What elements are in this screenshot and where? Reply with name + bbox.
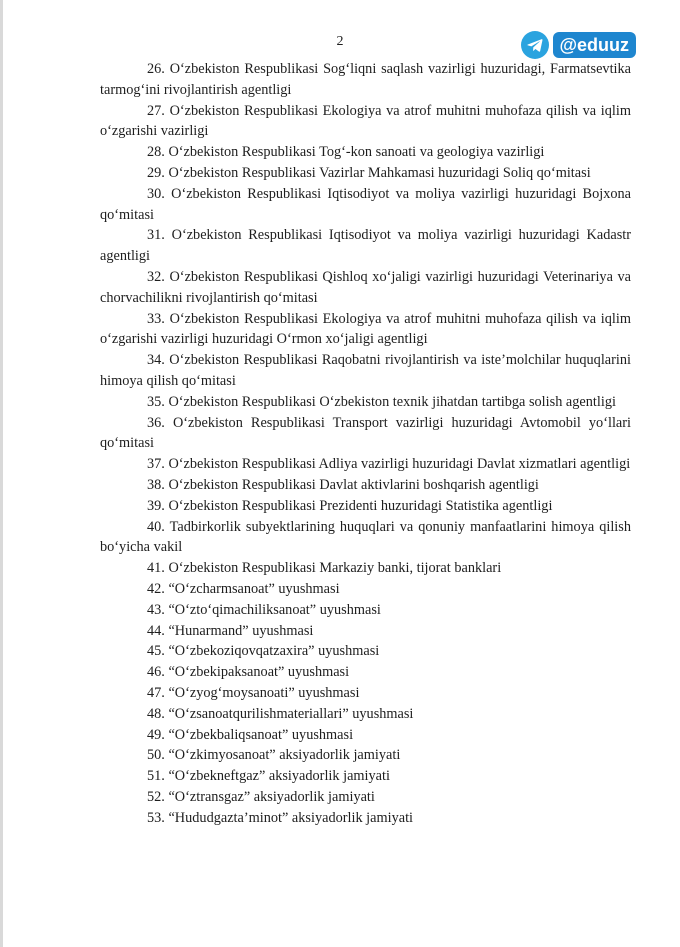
watermark-handle: @eduuz [553,32,636,58]
item-number: 26. [147,61,165,77]
list-item [100,142,631,163]
page-number: 2 [336,34,344,49]
list-item [100,496,631,517]
list-item [100,558,631,579]
item-text: Tadbirkorlik subyektlarining huquqlari va qonuniy manfaatlarini himoya qilish bo‘yicha vakil [100,518,631,556]
item-text: O‘zbekiston Respublikasi Iqtisodiyot va moliya vazirligi huzuridagi Kadastr agentligi [100,227,631,265]
item-text: O‘zbekiston Respublikasi Ekologiya va atrof muhitni muhofaza qilish va iqlim o‘zgarishi vazirligi huzuridagi O‘rmon xo‘jaligi agentligi [100,310,631,348]
item-text: “O‘zto‘qimachiliksanoat” uyushmasi [168,601,381,618]
list-item [100,704,631,725]
item-text: O‘zbekiston Respublikasi Raqobatni rivojlantirish va iste’molchilar huquqlarini himoya qilish qo‘mitasi [100,352,631,389]
item-text: O‘zbekiston Respublikasi Adliya vazirligi huzuridagi Davlat xizmatlari agentligi [168,456,631,473]
item-text: O‘zbekiston Respublikasi Iqtisodiyot va moliya vazirligi huzuridagi Bojxona qo‘mitasi [100,185,631,223]
item-number: 34. [147,352,165,369]
item-text: “O‘zbekneftgaz” aksiyadorlik jamiyati [168,768,390,785]
telegram-icon [521,31,549,59]
item-number: 37. [147,456,165,473]
list-item [100,163,631,184]
item-text: “Hududgazta’minot” aksiyadorlik jamiyati [168,809,414,826]
list-item [100,787,631,808]
item-text: O‘zbekiston Respublikasi Davlat aktivlarini boshqarish agentligi [168,476,539,493]
item-text: “O‘zbekoziqovqatzaxira” uyushmasi [168,643,380,660]
list-item [100,225,631,267]
item-text: “O‘zkimyosanoat” aksiyadorlik jamiyati [168,747,401,764]
list-item [100,766,631,787]
list-item [100,309,631,351]
item-number: 48. [147,705,165,722]
item-number: 52. [147,788,165,805]
item-number: 35. [147,393,165,410]
item-number: 27. [147,102,165,119]
item-number: 41. [147,560,165,577]
list-item [100,59,631,101]
list-item [100,683,631,704]
item-number: 38. [147,476,165,493]
list-item [100,579,631,600]
item-number: 47. [147,684,165,701]
item-text: “O‘zcharmsanoat” uyushmasi [168,580,340,597]
list-item [100,621,631,642]
item-text: O‘zbekiston Respublikasi O‘zbekiston texnik jihatdan tartibga solish agentligi [168,393,616,410]
organization-list [100,59,631,828]
list-item [100,267,631,309]
item-text: O‘zbekiston Respublikasi Vazirlar Mahkamasi huzuridagi Soliq qo‘mitasi [168,164,591,181]
list-item [100,641,631,662]
item-text: “O‘zsanoatqurilishmateriallari” uyushmasi [168,705,414,722]
item-number: 45. [147,643,165,660]
item-number: 32. [147,268,165,285]
item-number: 39. [147,497,165,514]
item-text: “O‘zbekbaliqsanoat” uyushmasi [168,726,354,743]
item-number: 30. [147,185,165,202]
item-text: “O‘zbekipaksanoat” uyushmasi [168,664,350,681]
item-number: 31. [147,227,165,244]
item-number: 44. [147,622,165,639]
item-number: 40. [147,518,165,535]
item-number: 33. [147,310,165,327]
list-item [100,517,631,559]
list-item [100,662,631,683]
item-text: O‘zbekiston Respublikasi Sog‘liqni saqlash vazirligi huzuridagi, Farmatsevtika tarmog‘ini rivojlantirish agentligi [100,61,632,98]
item-text: O‘zbekiston Respublikasi Prezidenti huzuridagi Statistika agentligi [168,497,553,514]
item-text: O‘zbekiston Respublikasi Markaziy banki, tijorat banklari [168,560,502,577]
telegram-watermark [521,31,636,59]
item-number: 43. [147,601,165,618]
list-item [100,184,631,226]
list-item [100,392,631,413]
item-text: “O‘zyog‘moysanoati” uyushmasi [168,684,360,701]
item-number: 46. [147,664,165,681]
item-number: 29. [147,164,165,181]
list-item [100,725,631,746]
page-edge-shadow [0,0,3,947]
item-number: 49. [147,726,165,743]
item-text: O‘zbekiston Respublikasi Qishloq xo‘jaligi vazirligi huzuridagi Veterinariya va chorvachilikni rivojlantirish qo‘mitasi [100,268,631,306]
list-item [100,745,631,766]
list-item [100,413,631,455]
list-item [100,101,631,143]
item-number: 36. [147,414,165,431]
item-text: “Hunarmand” uyushmasi [168,622,314,639]
list-item [100,454,631,475]
item-number: 28. [147,144,165,161]
item-text: O‘zbekiston Respublikasi Tog‘-kon sanoati va geologiya vazirligi [168,144,545,161]
item-number: 42. [147,580,165,597]
item-number: 51. [147,768,165,785]
item-number: 50. [147,747,165,764]
list-item [100,808,631,829]
item-text: “O‘ztransgaz” aksiyadorlik jamiyati [168,788,375,805]
list-item [100,600,631,621]
item-number: 53. [147,809,165,826]
list-item [100,475,631,496]
item-text: O‘zbekiston Respublikasi Ekologiya va atrof muhitni muhofaza qilish va iqlim o‘zgarishi vazirligi [100,102,631,140]
list-item [100,350,631,392]
item-text: O‘zbekiston Respublikasi Transport vazirligi huzuridagi Avtomobil yo‘llari qo‘mitasi [100,414,631,452]
